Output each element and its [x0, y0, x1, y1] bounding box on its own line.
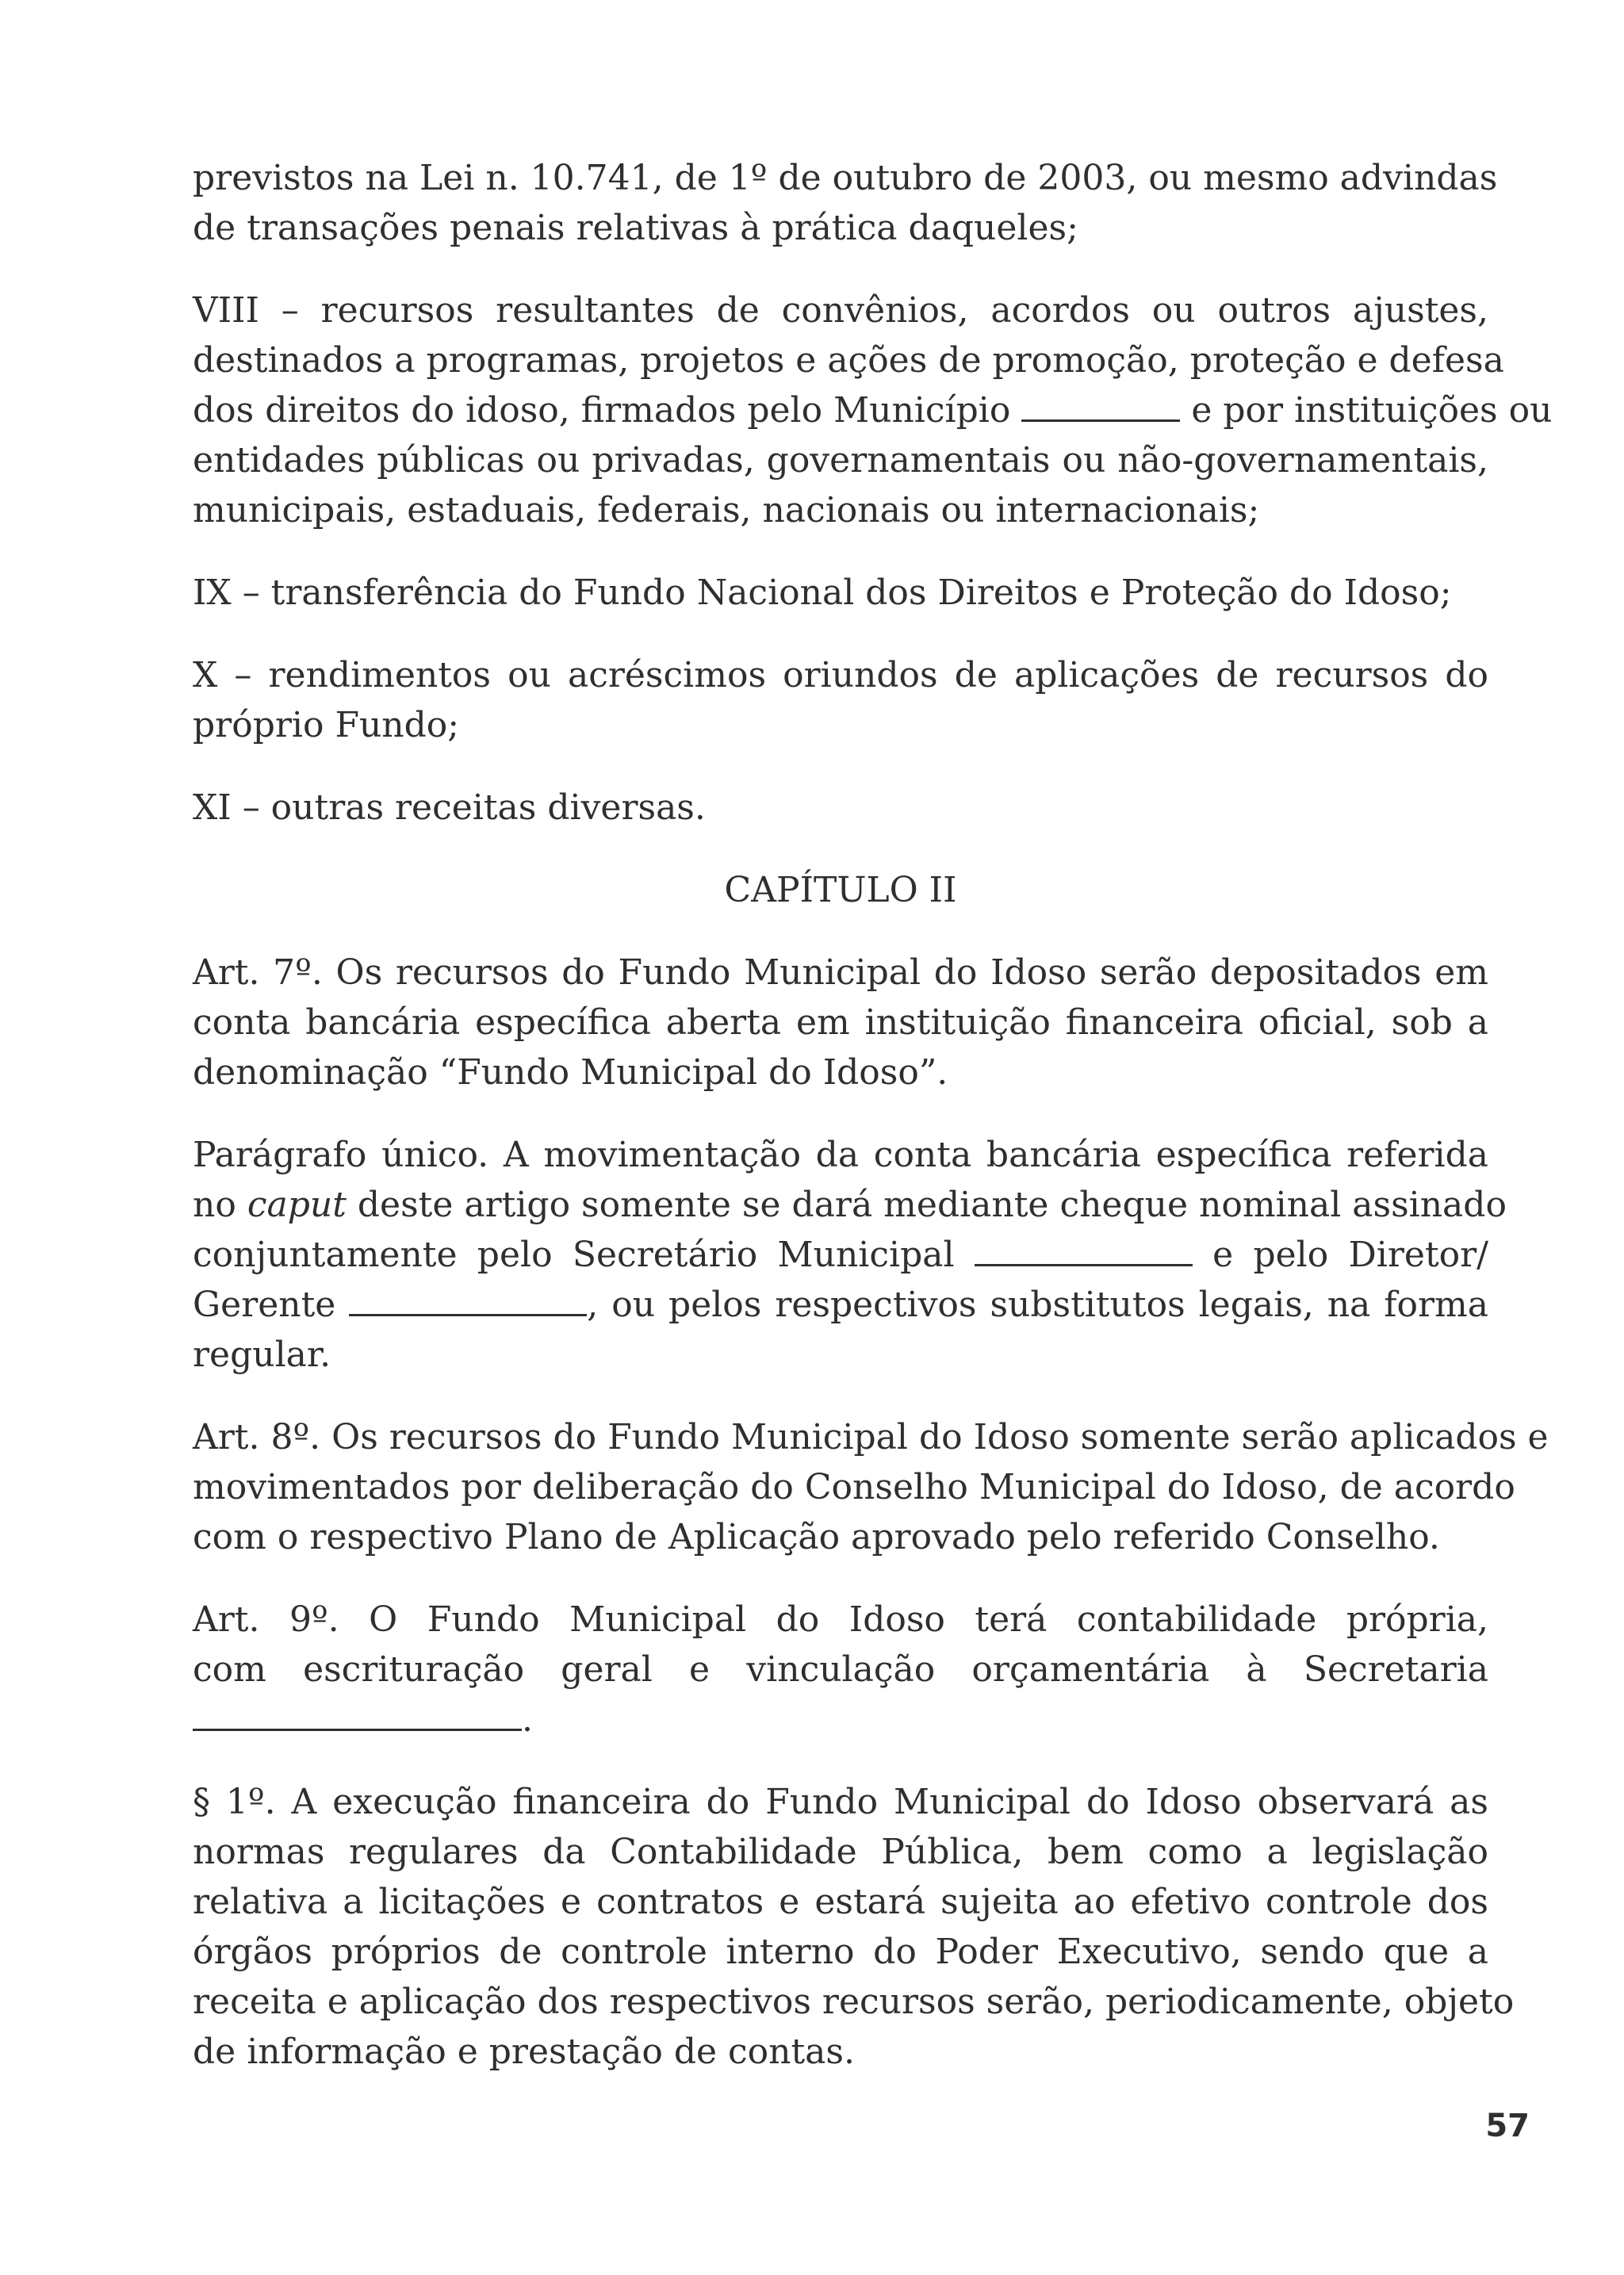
chapter-heading: CAPÍTULO II	[724, 870, 957, 910]
paragraph-continuation	[193, 153, 1498, 253]
fill-in-blank	[349, 1313, 587, 1316]
text-segment: .	[522, 1699, 533, 1740]
text-line: relativa a licitações e contratos e estará sujeita ao efetivo controle dos	[193, 1882, 1488, 1922]
text-segment: , ou pelos respectivos substitutos legais, na forma	[587, 1285, 1488, 1325]
text-line: X – rendimentos ou acréscimos oriundos de aplicações de recursos do	[193, 655, 1488, 695]
text-line: denominação “Fundo Municipal do Idoso”.	[193, 1052, 948, 1093]
text-line: VIII – recursos resultantes de convênios, acordos ou outros ajustes,	[193, 290, 1488, 331]
text-line: Art. 9º. O Fundo Municipal do Idoso terá contabilidade própria,	[193, 1599, 1488, 1640]
text-line: XI – outras receitas diversas.	[193, 787, 706, 828]
paragraph-item-viii	[193, 285, 1553, 535]
text-line: conta bancária específica aberta em instituição financeira oficial, sob a	[193, 1002, 1488, 1043]
text-segment: e pelo Diretor/	[1212, 1235, 1488, 1275]
text-line: destinados a programas, projetos e ações de promoção, proteção e defesa	[193, 340, 1504, 381]
text-line: Art. 7º. Os recursos do Fundo Municipal do Idoso serão depositados em	[193, 952, 1488, 993]
text-line: Parágrafo único. A movimentação da conta bancária específica referida	[193, 1135, 1488, 1175]
text-line: entidades públicas ou privadas, governamentais ou não-governamentais,	[193, 440, 1488, 481]
text-line	[193, 1280, 1488, 1330]
page-number: 57	[1485, 2108, 1530, 2144]
text-segment: Gerente	[193, 1285, 336, 1325]
fill-in-blank	[975, 1263, 1193, 1266]
text-line	[193, 1695, 1488, 1745]
text-line: órgãos próprios de controle interno do Poder Executivo, sendo que a	[193, 1932, 1488, 1972]
text-line: receita e aplicação dos respectivos recursos serão, periodicamente, objeto	[193, 1982, 1515, 2022]
text-line: com escrituração geral e vinculação orçamentária à Secretaria	[193, 1649, 1488, 1690]
fill-in-blank	[193, 1728, 522, 1731]
document-body	[193, 153, 1553, 2109]
text-segment: no	[193, 1185, 236, 1225]
text-line: municipais, estaduais, federais, nacionais ou internacionais;	[193, 490, 1260, 530]
paragraph-item-ix	[193, 568, 1488, 618]
text-line: movimentados por deliberação do Conselho Municipal do Idoso, de acordo	[193, 1467, 1515, 1507]
text-segment: conjuntamente pelo Secretário Municipal	[193, 1235, 955, 1275]
text-segment: e por instituições ou	[1191, 390, 1553, 431]
paragraph-section-1	[193, 1777, 1515, 2077]
paragraph-art-9	[193, 1595, 1488, 1745]
paragraph-art-7	[193, 948, 1488, 1097]
text-line: previstos na Lei n. 10.741, de 1º de outubro de 2003, ou mesmo advindas	[193, 158, 1498, 198]
text-line: normas regulares da Contabilidade Pública, bem como a legislação	[193, 1832, 1488, 1872]
text-line: de informação e prestação de contas.	[193, 2032, 855, 2072]
text-segment: deste artigo somente se dará mediante cheque nominal assinado	[357, 1185, 1507, 1225]
paragraph-item-x	[193, 650, 1488, 750]
text-line: com o respectivo Plano de Aplicação aprovado pelo referido Conselho.	[193, 1517, 1440, 1557]
italic-term: caput	[247, 1185, 347, 1225]
text-line	[193, 1180, 1507, 1230]
paragraph-item-xi	[193, 783, 1488, 833]
text-segment: dos direitos do idoso, firmados pelo Município	[193, 390, 1011, 431]
fill-in-blank	[1021, 419, 1180, 422]
text-line	[193, 1230, 1488, 1280]
paragraph-art-8	[193, 1412, 1549, 1562]
text-line: regular.	[193, 1335, 331, 1375]
text-line: próprio Fundo;	[193, 705, 460, 745]
text-line	[193, 385, 1553, 435]
text-line: de transações penais relativas à prática daqueles;	[193, 208, 1078, 248]
text-line: Art. 8º. Os recursos do Fundo Municipal do Idoso somente serão aplicados e	[193, 1417, 1549, 1457]
text-line: § 1º. A execução financeira do Fundo Municipal do Idoso observará as	[193, 1782, 1488, 1822]
paragraph-unico	[193, 1130, 1507, 1380]
text-line: IX – transferência do Fundo Nacional dos Direitos e Proteção do Idoso;	[193, 573, 1452, 613]
